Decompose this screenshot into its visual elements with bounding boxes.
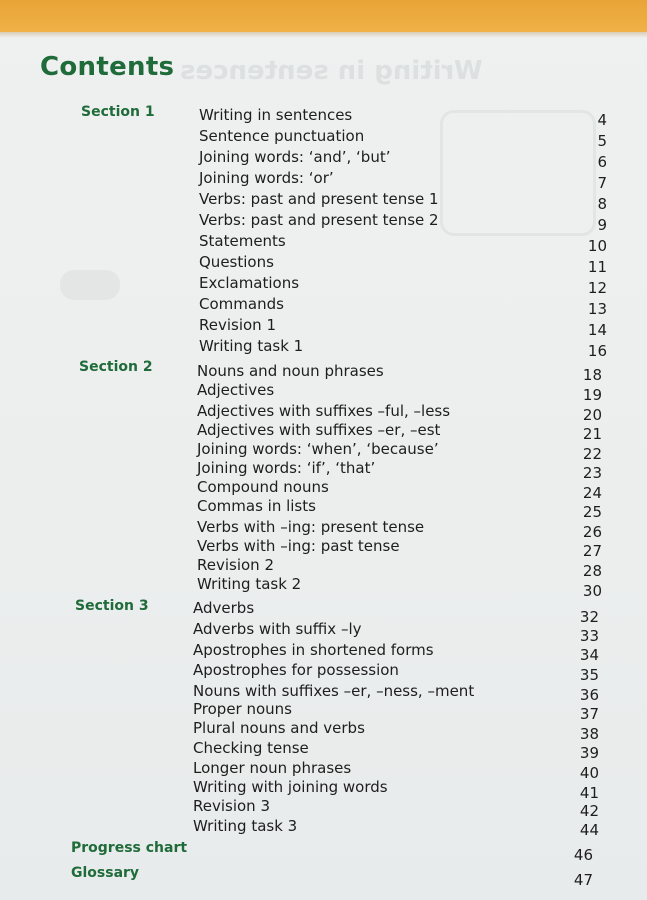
toc-entry-page: 35 [579,666,599,684]
toc-entry-page: 20 [582,406,602,424]
show-through-heading: Writing in sentences [180,56,483,86]
toc-entry-page: 30 [582,582,602,600]
toc-entry-title: Revision 1 [199,316,276,334]
toc-entry-page: 6 [597,153,607,171]
toc-entry-title: Joining words: ‘if’, ‘that’ [197,459,376,477]
toc-entry-title: Verbs: past and present tense 2 [199,211,439,229]
toc-entry-title: Sentence punctuation [199,127,365,145]
toc-entry-page: 19 [582,386,602,404]
toc-entry-title: Writing task 3 [193,817,298,835]
toc-entry-title: Joining words: ‘and’, ‘but’ [199,148,391,166]
toc-entry-title: Joining words: ‘or’ [199,169,334,187]
toc-entry-title: Revision 3 [193,797,270,815]
toc-entry-title: Apostrophes in shortened forms [193,641,434,659]
toc-entry-title: Writing in sentences [199,106,353,124]
toc-entry-page: 10 [587,237,607,255]
section-label: Section 2 [79,359,153,375]
toc-entry-page: 8 [597,195,607,213]
toc-entry-page: 13 [587,300,607,318]
toc-entry-title: Joining words: ‘when’, ‘because’ [197,440,439,458]
toc-entry-title: Checking tense [193,739,309,757]
toc-entry-title: Writing task 1 [199,337,304,355]
toc-entry-title: Commas in lists [197,497,316,515]
toc-entry-title: Adverbs [193,599,255,617]
toc-entry-title: Statements [199,232,286,250]
toc-entry-page: 22 [582,445,602,463]
toc-entry-title: Commands [199,295,284,313]
top-color-band [0,0,647,32]
toc-entry-page: 5 [597,132,607,150]
toc-entry-title: Adjectives [197,381,275,399]
toc-entry-page: 40 [579,764,599,782]
toc-entry-title: Longer noun phrases [193,759,352,777]
toc-entry-title: Verbs with –ing: past tense [197,537,400,555]
section-label: Section 1 [81,104,155,120]
page-title: Contents [40,52,175,82]
extra-page: 47 [573,871,593,889]
toc-entry-page: 18 [582,366,602,384]
toc-entry-title: Verbs with –ing: present tense [197,518,425,536]
toc-entry-title: Writing task 2 [197,575,302,593]
toc-entry-title: Compound nouns [197,478,329,496]
toc-entry-page: 23 [582,464,602,482]
toc-entry-page: 28 [582,562,602,580]
extra-page: 46 [573,846,593,864]
toc-entry-page: 36 [579,686,599,704]
toc-entry-title: Exclamations [199,274,300,292]
toc-entry-title: Adjectives with suffixes –ful, –less [197,402,451,420]
toc-entry-page: 12 [587,279,607,297]
toc-entry-page: 26 [582,523,602,541]
toc-entry-title: Nouns with suffixes –er, –ness, –ment [193,682,475,700]
toc-entry-page: 24 [582,484,602,502]
toc-entry-title: Plural nouns and verbs [193,719,365,737]
toc-entry-title: Proper nouns [193,700,292,718]
extra-label: Glossary [71,865,140,881]
toc-entry-page: 39 [579,744,599,762]
toc-entry-page: 41 [579,784,599,802]
toc-entry-page: 38 [579,725,599,743]
toc-entry-page: 21 [582,425,602,443]
toc-entry-title: Nouns and noun phrases [197,362,384,380]
toc-entry-page: 44 [579,821,599,839]
toc-entry-page: 37 [579,705,599,723]
toc-entry-page: 25 [582,503,602,521]
toc-entry-title: Writing with joining words [193,778,388,796]
toc-entry-title: Apostrophes for possession [193,661,399,679]
toc-entry-title: Verbs: past and present tense 1 [199,190,439,208]
toc-entry-page: 32 [579,608,599,626]
extra-label: Progress chart [71,840,188,856]
toc-entry-title: Revision 2 [197,556,274,574]
toc-entry-page: 9 [597,216,607,234]
toc-entry-title: Adverbs with suffix –ly [193,620,362,638]
toc-entry-page: 4 [597,111,607,129]
section-label: Section 3 [75,598,149,614]
toc-entry-title: Adjectives with suffixes –er, –est [197,421,441,439]
toc-entry-page: 16 [587,342,607,360]
show-through-block-2 [60,270,120,300]
top-band-shadow [0,32,647,38]
toc-entry-page: 33 [579,627,599,645]
toc-entry-page: 42 [579,802,599,820]
toc-entry-title: Questions [199,253,274,271]
toc-entry-page: 7 [597,174,607,192]
toc-entry-page: 14 [587,321,607,339]
toc-entry-page: 34 [579,646,599,664]
toc-entry-page: 11 [587,258,607,276]
toc-entry-page: 27 [582,542,602,560]
